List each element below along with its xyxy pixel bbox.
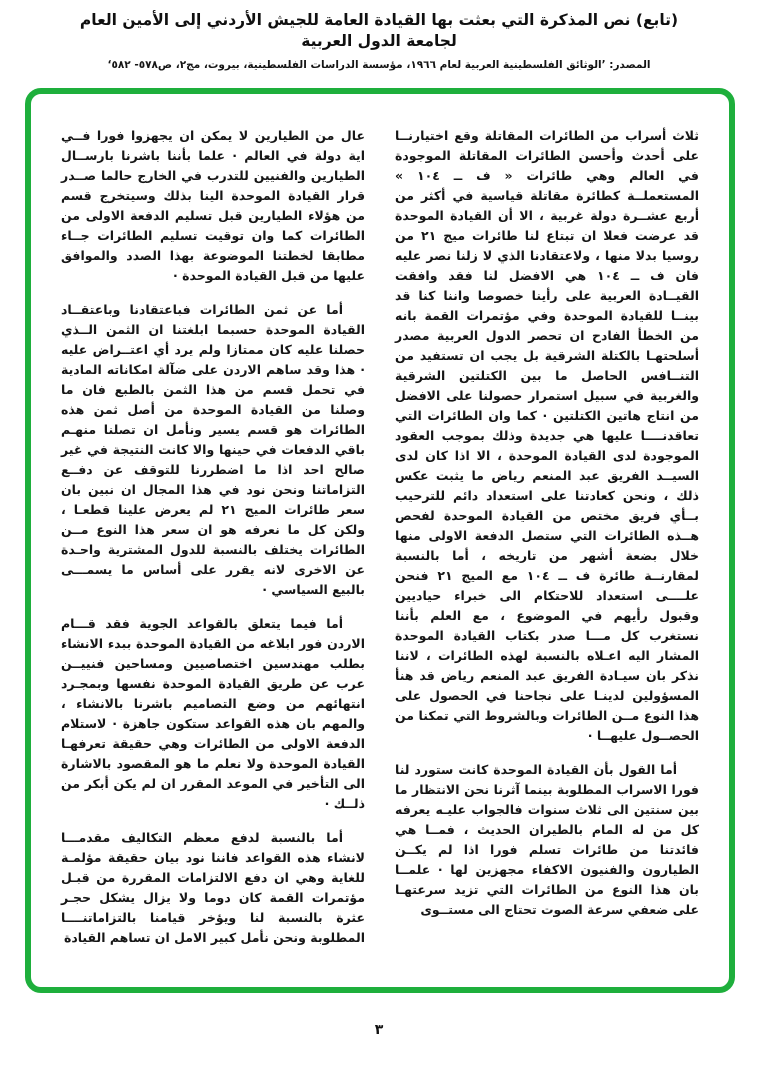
page-header — [0, 10, 758, 71]
page-title: (تابع) نص المذكرة التي بعثت بها القيادة العامة للجيش الأردني إلى الأمين العام لجامعة الدول العربية — [79, 11, 679, 50]
two-column-text-body — [31, 94, 729, 987]
column-right — [395, 126, 699, 963]
green-border-frame — [25, 88, 735, 993]
paragraph: ثلاث أسراب من الطائرات المقاتلة وقع اختيارنــا على أحدث وأحسن الطائرات المقاتلة الموجودة في العالم وهي طائرات « ف ــ ١٠٤ » المستعملــة كطائرة مقاتلة قياسية في أكثر من أربع عشــرة دولة غربية ، الا أن القيادة الموحدة قد عرضت فعلا ان تبتاع لنا طائرات ميج ٢١ من روسيا بدلا منها ، ولاعتقادنا الذي لا زلنا نصر عليه فان ف ــ ١٠٤ هي الافضل لنا فقد وافقت القيــادة العربية على رأينا خصوصا واننا كنا قد بينــا للقيادة الموحدة وفي مؤتمرات القمة بانه من الخطأ الفادح ان تحصر الدول العربية مصدر أسلحتهـا بالكتلة الشرقية بل يجب ان تستفيد من التنــافس الحاصل ما بين الكتلتين الشرقية والغربية في سبيل استمرار حصولنا على الافضل من انتاج هاتين الكتلتين · كما وان الطائرات التي تعاقدنــــا عليها هي جديدة وذلك بموجب العقود الموجودة لدى القيادة الموحدة ، الا اذا كان لدى السيــد الفريق عبد المنعم رياض ما يثبت عكس ذلك ، ونحن كعادتنا على استعداد دائم للترحيب بــأي فريق مختص من القيادة الموحدة لفحص هــذه الطائرات التي ستصل الدفعة الاولى منها خلال بضعة أشهر من تاريخه ، أما بالنسبة لمقارنــة طائرة ف ــ ١٠٤ مع الميج ٢١ فنحن علــــى استعداد للاحتكام الى خبراء حياديين وقبول رأيهم في الموضوع ، مع العلم بأننا نستغرب كل مـــا صدر بكتاب القيادة الموحدة المشار اليه اعـلاه بالنسبة لهذه الطائرات ، لاننا نذكر بان سيـادة الفريق عبد المنعم رياض قد هنأ المسؤولين لدينـا على نجاحنا في الحصول على هذا النوع مــن الطائرات وبالشروط التي تمكنا من الحصــول عليهــا · — [395, 128, 699, 743]
paragraph: أما بالنسبة لدفع معظم التكاليف مقدمـــا لانشاء هذه القواعد فاننا نود بيان حقيقة مؤلمـة للغاية وهي ان دفع الالتزامات المقررة من قبـل مؤتمرات القمة كان دوما ولا يزال يشكل حجـر عثرة بالنسبة لنا ويؤخر قيامنا بالتزاماتنــــا المطلوبة ونحن نأمل كبير الامل ان تساهم القيادة — [61, 830, 365, 945]
paragraph: أما القول بأن القيادة الموحدة كانت ستورد لنا فورا الاسراب المطلوبة بينما آثرنا نحن الانتظار ما بين سنتين الى ثلاث سنوات فالجواب عليـه يعرفه كل من له المام بالطيران الحديث ، فمــا هي فائدتنا من طائرات تسلم فورا اذا لم يكــن الطيارون والفنيون الاكفاء مجهزين لها · علمــا بان هذا النوع من الطائرات التي تزيد سرعتهـا على ضعفي سرعة الصوت تحتاج الى مستــوى — [395, 762, 699, 917]
paragraph: عال من الطيارين لا يمكن ان يجهزوا فورا فــي اية دولة في العالم · علما بأننا باشرنا بارســال الطيارين والفنيين للتدرب في الخارج حالما صــدر قرار القيادة الموحدة الينا بذلك وسيتخرج قسم من هؤلاء الطيارين قبل تسليم الدفعة الاولى من الطائرات كما وان توقيت تسليم الطائرات جــاء مطابقا لخطتنا الموضوعة بهذا الصدد والموافق عليها من قبل القيادة الموحدة · — [61, 128, 365, 283]
paragraph: أما فيما يتعلق بالقواعد الجوية فقد قـــام الاردن فور ابلاغه من القيادة الموحدة ببدء الانشاء بطلب مهندسين اختصاصيين ومساحين فنييــن عرب عن طريق القيادة الموحدة نفسها وبمجـرد انتهائهم من وضع التصاميم باشرنا بالانشاء ، والمهم بان هذه القواعد ستكون جاهزة · لاستلام الدفعة الاولى من الطائرات وهي حقيقة تعرفهـا القيادة الموحدة ولا نعلم ما هو المقصود بالاشارة الى التأخير في الموعد المقرر ان لم يكن أبكر من ذلــك · — [61, 616, 365, 811]
source-citation: المصدر: ’الوثائق الفلسطينية العربية لعام ١٩٦٦، مؤسسة الدراسات الفلسطينية، بيروت، مج٢، ص٥٧٨- ٥٨٢‘ — [107, 58, 651, 71]
column-left — [61, 126, 365, 963]
paragraph: أما عن ثمن الطائرات فباعتقادنا وباعتقــاد القيادة الموحدة حسبما ابلغتنا ان الثمن الــذي حصلنا عليه كان ممتازا ولم يرد أي اعتــراض عليه · هذا وقد ساهم الاردن على ضآلة امكاناته المادية في تحمل قسم من هذا الثمن بالطبع فان ما وصلنا من القيادة الموحدة من أصل ثمن هذه الطائرات هو قسم يسير ونأمل ان تصلنا منهـم باقي الدفعات في حينها والا كانت النتيجة في غير صالح احد اذا ما اضطررنا للتوقف عن دفــع التزاماتنا ونحن نود في هذا المجال ان نبين بان سعر طائرات الميج ٢١ لم يعرض علينا قطعـا ، ولكن كل ما نعرفه هو ان سعر هذا النوع مــن الطائرات يختلف بالنسبة للدول المشترية واحـدة عن الاخرى لانه يقرر على أساس ما يسمـــى بالبيع السياسي · — [61, 302, 365, 597]
page-number: ٣ — [374, 1022, 384, 1038]
